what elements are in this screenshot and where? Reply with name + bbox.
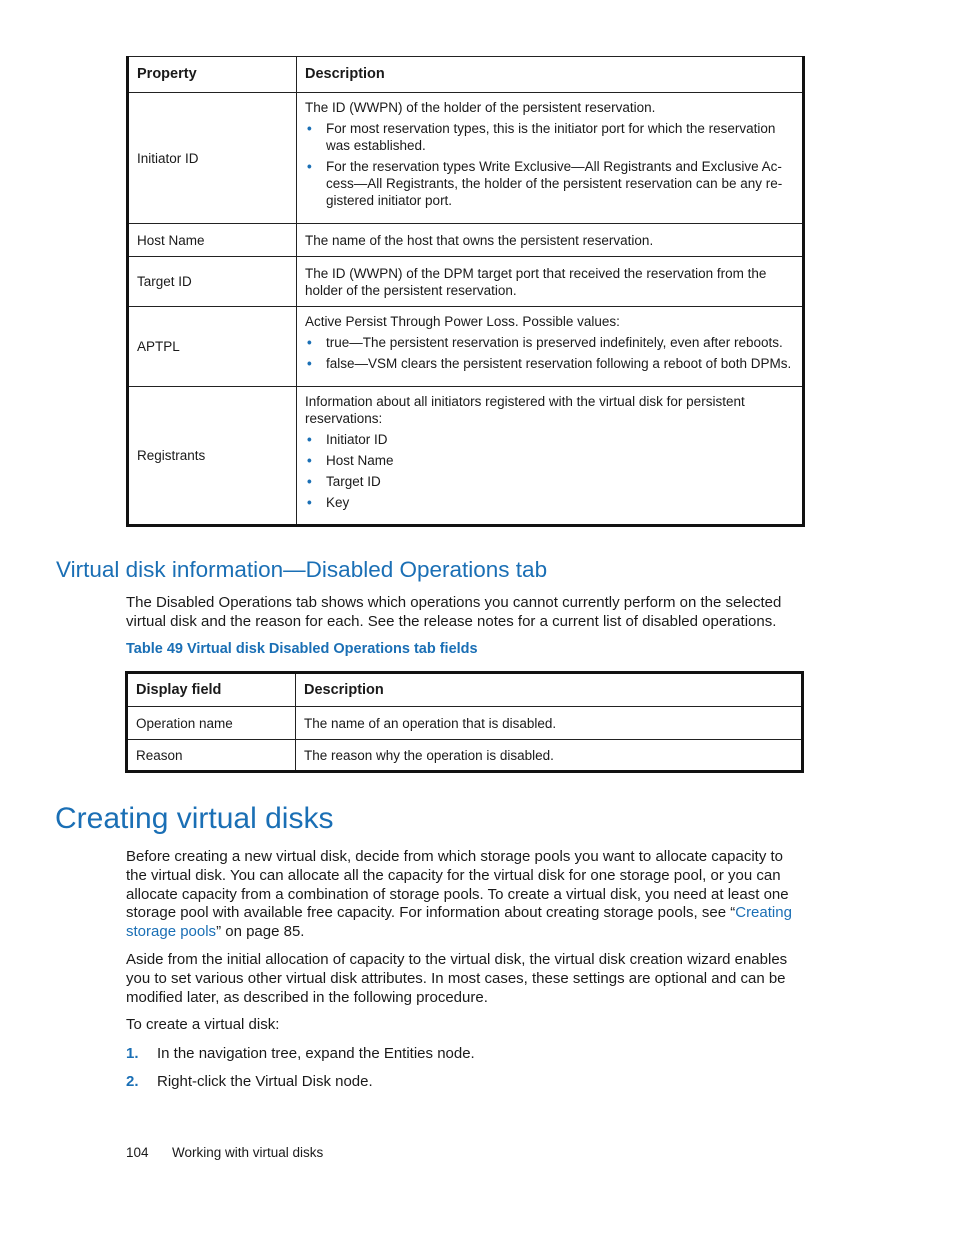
row-desc-host-name: The name of the host that owns the persistent reservation. bbox=[297, 224, 804, 257]
creating-para-1: Before creating a new virtual disk, decide from which storage pools you want to allocate capacity to the virtual disk. You can allocate all the capacity for the virtual disk for one storage pool, or you can allocate capacity from a combination of storage pools. To create a virtual disk, you need at least one storage pool with available free capacity. For information about creating storage pools, see “Creating storage pools” on page 85. bbox=[126, 848, 792, 941]
table-caption: Table 49 Virtual disk Disabled Operations tab fields bbox=[126, 641, 478, 657]
header-property: Property bbox=[128, 57, 297, 93]
header-description: Description bbox=[296, 673, 803, 707]
step-number: 1. bbox=[126, 1045, 139, 1062]
cell-field: Operation name bbox=[127, 707, 296, 740]
step-text: Right-click the Virtual Disk node. bbox=[157, 1073, 373, 1090]
cell-desc: The reason why the operation is disabled. bbox=[296, 740, 803, 772]
initiator-id-intro: The ID (WWPN) of the holder of the persistent reservation. bbox=[305, 100, 656, 115]
bullet-icon: • bbox=[307, 356, 312, 371]
step-item bbox=[126, 1044, 475, 1063]
bullet-icon: • bbox=[307, 159, 312, 174]
table-row bbox=[127, 740, 803, 772]
table-row bbox=[128, 387, 804, 526]
list-item: • Initiator ID bbox=[307, 432, 388, 447]
header-description: Description bbox=[297, 57, 804, 93]
list-item: • true—The persistent reservation is preserved indefinitely, even after reboots. bbox=[307, 335, 783, 350]
registrants-intro: Information about all initiators registered with the virtual disk for persistent reservations: bbox=[305, 394, 745, 426]
step-item bbox=[126, 1072, 373, 1091]
footer-title: Working with virtual disks bbox=[172, 1145, 324, 1160]
table-row bbox=[127, 707, 803, 740]
row-label-initiator-id: Initiator ID bbox=[128, 93, 297, 224]
row-desc-target-id: The ID (WWPN) of the DPM target port that received the reservation from the holder of the persistent reservation. bbox=[297, 257, 804, 307]
list-item: • false—VSM clears the persistent reservation following a reboot of both DPMs. bbox=[307, 356, 792, 371]
bullet-icon: • bbox=[307, 474, 312, 489]
table-row bbox=[128, 224, 804, 257]
list-item: • Host Name bbox=[307, 453, 394, 468]
bullet-icon: • bbox=[307, 453, 312, 468]
row-desc-aptpl bbox=[297, 307, 804, 387]
row-label-target-id: Target ID bbox=[128, 257, 297, 307]
cell-field: Reason bbox=[127, 740, 296, 772]
step-text: In the navigation tree, expand the Entities node. bbox=[157, 1045, 475, 1062]
creating-para-2: Aside from the initial allocation of capacity to the virtual disk, the virtual disk creation wizard enables you to set various other virtual disk attributes. In most cases, these settings are optional and can be modified later, as described in the following procedure. bbox=[126, 951, 788, 1006]
row-desc-registrants bbox=[297, 387, 804, 526]
aptpl-intro: Active Persist Through Power Loss. Possible values: bbox=[305, 314, 620, 329]
row-desc-initiator-id bbox=[297, 93, 804, 224]
row-label-aptpl: APTPL bbox=[128, 307, 297, 387]
section-heading-disabled-operations: Virtual disk information—Disabled Operations tab bbox=[56, 557, 548, 582]
row-label-registrants: Registrants bbox=[128, 387, 297, 526]
step-number: 2. bbox=[126, 1073, 139, 1090]
disabled-operations-table bbox=[125, 671, 804, 773]
list-item: • Key bbox=[307, 495, 350, 510]
creating-intro: To create a virtual disk: bbox=[126, 1016, 280, 1033]
table-row bbox=[128, 307, 804, 387]
list-item: • For most reservation types, this is the initiator port for which the reservation was established. bbox=[307, 121, 776, 153]
disabled-operations-body: The Disabled Operations tab shows which operations you cannot currently perform on the selected virtual disk and the reason for each. See the release notes for a current list of disabled operations. bbox=[126, 594, 782, 630]
bullet-icon: • bbox=[307, 432, 312, 447]
table-row bbox=[128, 257, 804, 307]
bullet-icon: • bbox=[307, 121, 312, 136]
page-footer bbox=[126, 1145, 323, 1160]
section-heading-creating-virtual-disks: Creating virtual disks bbox=[55, 802, 334, 835]
table-header-row bbox=[127, 673, 803, 707]
list-item: • For the reservation types Write Exclusive—All Registrants and Exclusive Ac-cess—All Registrants, the holder of the persistent reservation can be any re-gistered initiator port. bbox=[307, 159, 783, 208]
persistent-reservation-table bbox=[126, 56, 805, 527]
bullet-icon: • bbox=[307, 495, 312, 510]
initiator-id-bullets bbox=[305, 120, 794, 209]
table-row bbox=[128, 93, 804, 224]
header-display-field: Display field bbox=[127, 673, 296, 707]
creating-storage-pools-link[interactable]: Creating storage pools bbox=[126, 904, 792, 941]
registrants-bullets bbox=[305, 431, 794, 511]
page-number: 104 bbox=[126, 1145, 149, 1160]
aptpl-bullets bbox=[305, 334, 794, 372]
table-header-row bbox=[128, 57, 804, 93]
bullet-icon: • bbox=[307, 335, 312, 350]
row-label-host-name: Host Name bbox=[128, 224, 297, 257]
cell-desc: The name of an operation that is disabled. bbox=[296, 707, 803, 740]
list-item: • Target ID bbox=[307, 474, 381, 489]
